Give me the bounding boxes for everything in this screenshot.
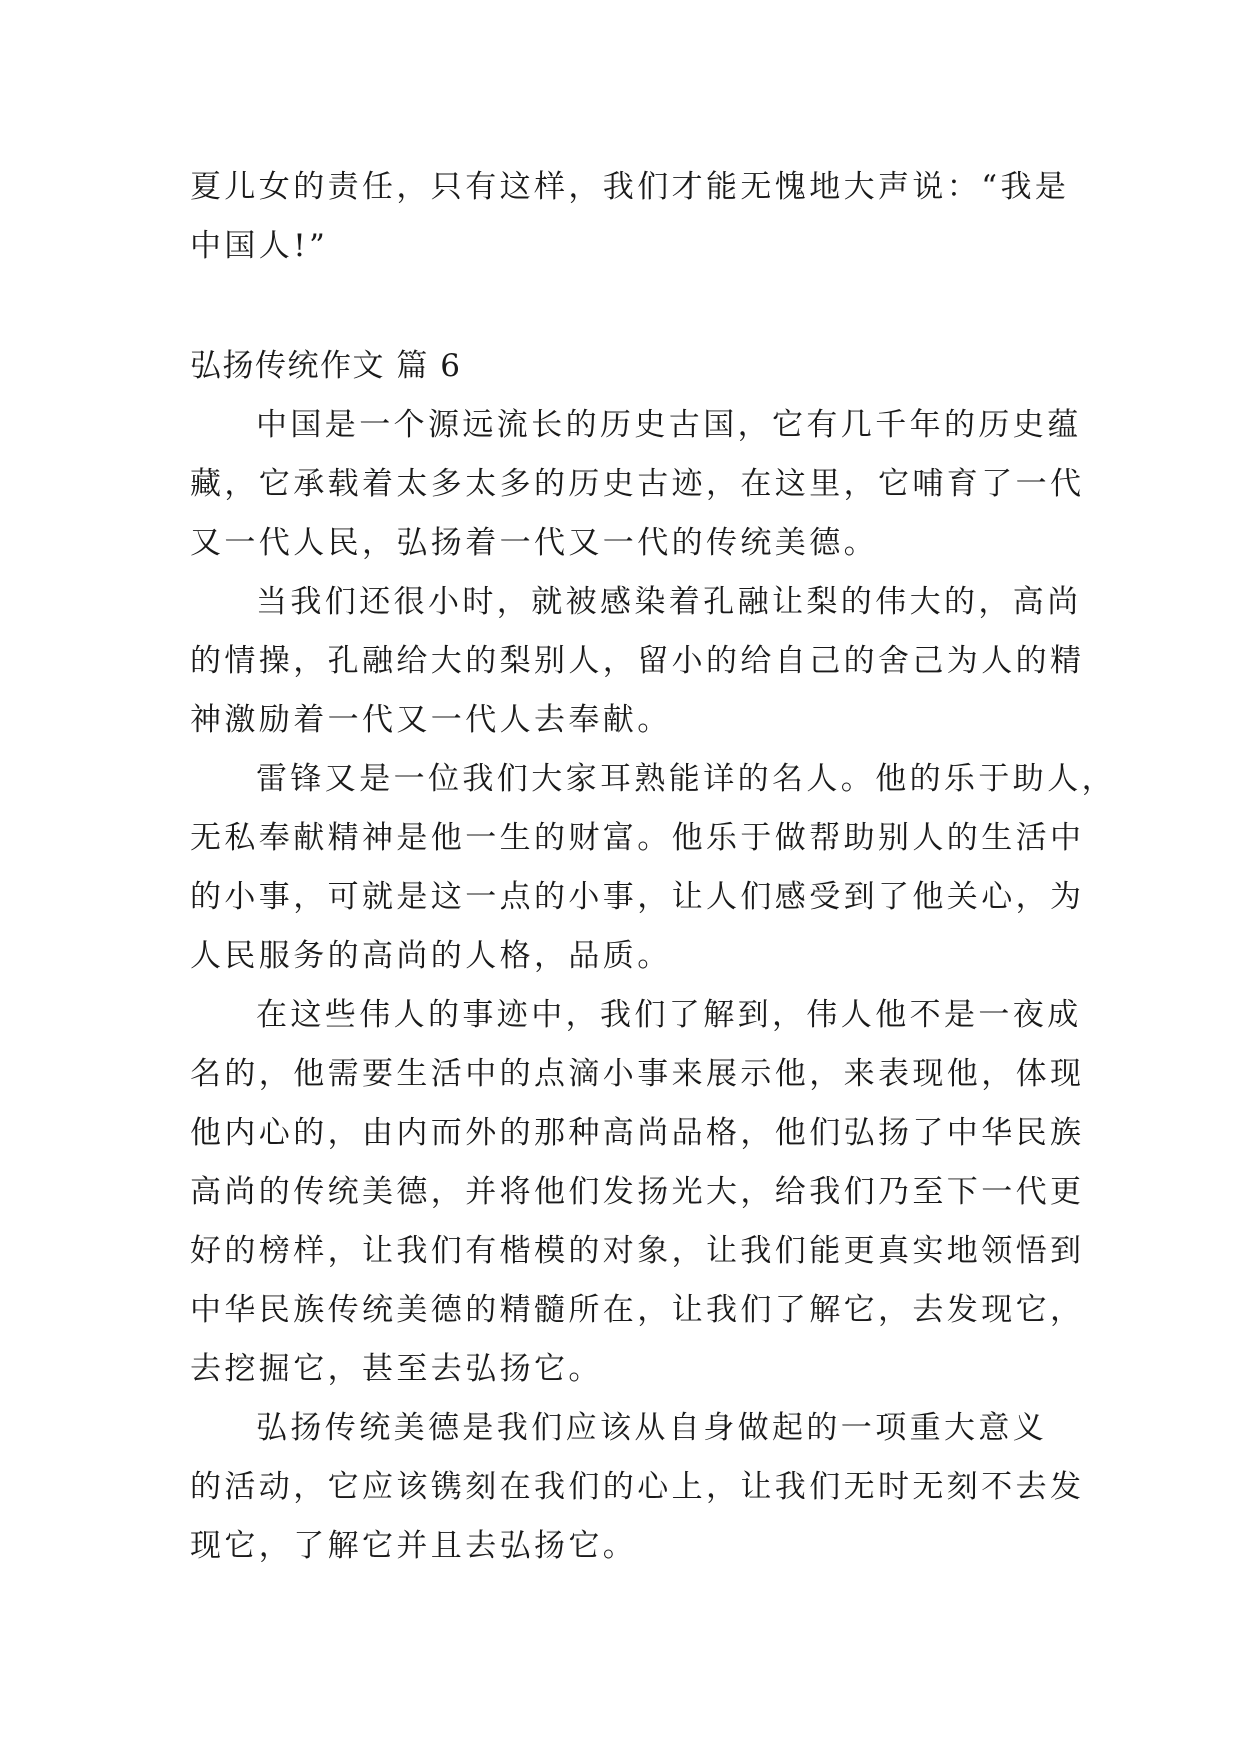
text-line: 在这些伟人的事迹中，我们了解到，伟人他不是一夜成	[256, 997, 1082, 1033]
section-spacer	[190, 276, 1070, 337]
text-line: 的小事，可就是这一点的小事，让人们感受到了他关心，为	[190, 879, 1085, 915]
text-line: 他内心的，由内而外的那种高尚品格，他们弘扬了中华民族	[190, 1115, 1085, 1151]
text-line: 的活动，它应该镌刻在我们的心上，让我们无时无刻不去发	[190, 1469, 1085, 1505]
text-line: 雷锋又是一位我们大家耳熟能详的名人。他的乐于助人，	[256, 761, 1116, 797]
text-line: 高尚的传统美德，并将他们发扬光大，给我们乃至下一代更	[190, 1174, 1085, 1210]
section-heading: 弘扬传统作文 篇 6	[190, 348, 462, 384]
text-line: 当我们还很小时，就被感染着孔融让梨的伟大的，高尚	[256, 584, 1082, 620]
text-line: 又一代人民，弘扬着一代又一代的传统美德。	[190, 525, 878, 561]
text-line: 中华民族传统美德的精髓所在，让我们了解它，去发现它，	[190, 1292, 1085, 1328]
text-line: 中国人!”	[190, 228, 329, 264]
text-line: 弘扬传统美德是我们应该从自身做起的一项重大意义	[256, 1410, 1048, 1446]
paragraph-2	[190, 573, 1085, 750]
text-line: 去挖掘它，甚至去弘扬它。	[190, 1351, 603, 1387]
paragraph-1	[190, 396, 1085, 573]
text-line: 好的榜样，让我们有楷模的对象，让我们能更真实地领悟到	[190, 1233, 1085, 1269]
text-line: 藏，它承载着太多太多的历史古迹，在这里，它哺育了一代	[190, 466, 1085, 502]
intro-paragraph-continuation	[190, 158, 1070, 276]
paragraph-4	[190, 986, 1085, 1399]
paragraph-5	[190, 1399, 1085, 1576]
text-line: 名的，他需要生活中的点滴小事来展示他，来表现他，体现	[190, 1056, 1085, 1092]
text-line: 的情操，孔融给大的梨别人，留小的给自己的舍己为人的精	[190, 643, 1085, 679]
paragraph-3	[190, 750, 1116, 986]
document-body	[190, 158, 1116, 1576]
text-line: 无私奉献精神是他一生的财富。他乐于做帮助别人的生活中	[190, 820, 1085, 856]
text-line: 人民服务的高尚的人格，品质。	[190, 938, 672, 974]
text-line: 神激励着一代又一代人去奉献。	[190, 702, 672, 738]
text-line: 现它，了解它并且去弘扬它。	[190, 1528, 638, 1564]
text-line: 中国是一个源远流长的历史古国，它有几千年的历史蕴	[256, 407, 1082, 443]
text-line: 夏儿女的责任，只有这样，我们才能无愧地大声说：“我是	[190, 169, 1070, 205]
